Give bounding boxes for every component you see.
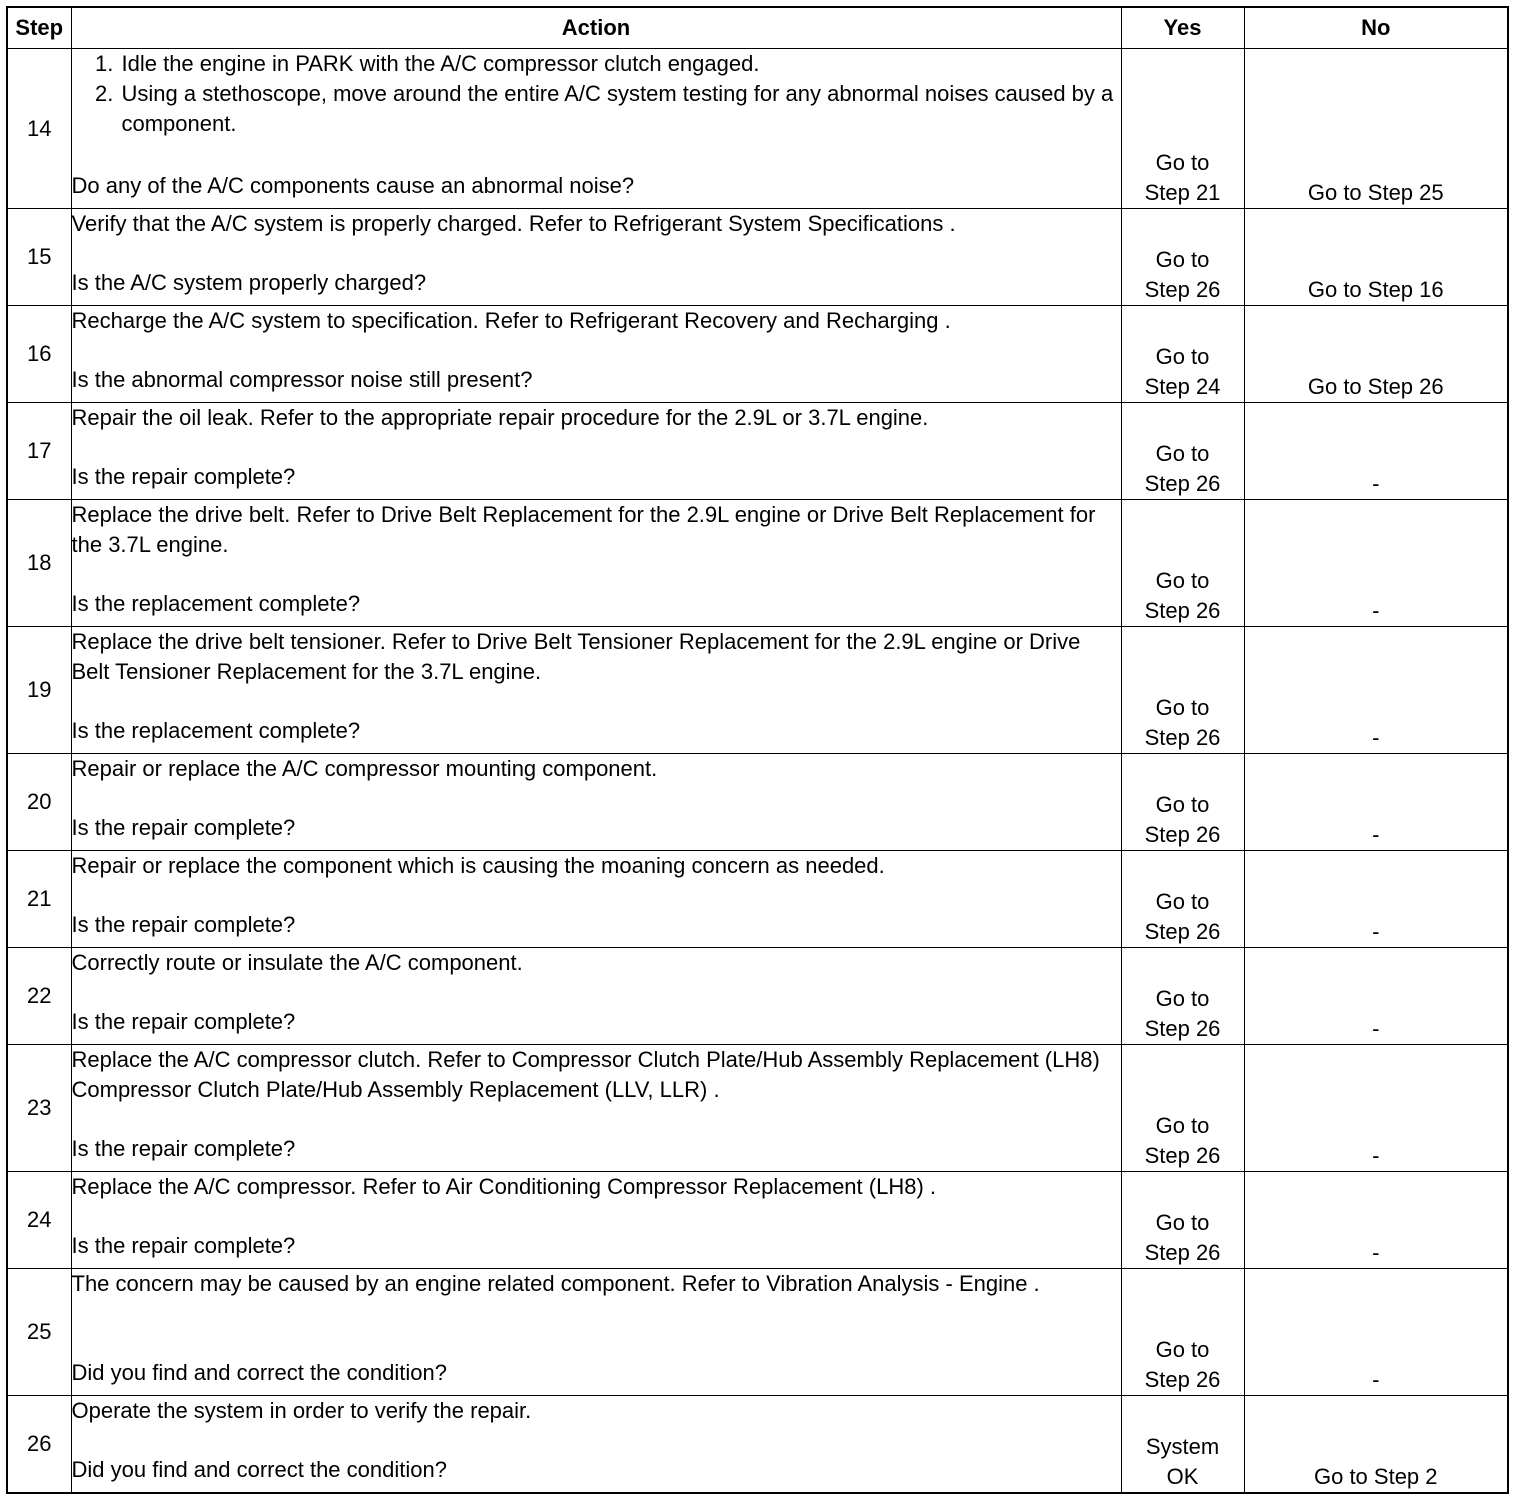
- step-number: 18: [7, 500, 71, 627]
- instruction: The concern may be caused by an engine related component. Refer to Vibration Analysis - Engine .: [71, 1271, 1040, 1296]
- no-cell: -: [1244, 627, 1508, 754]
- header-no: No: [1244, 7, 1508, 49]
- instruction: Replace the drive belt. Refer to Drive Belt Replacement for the 2.9L engine or Drive Belt Replacement for the 3.7L engine.: [71, 502, 1096, 557]
- action-cell: [71, 1396, 1121, 1493]
- step-number: 16: [7, 306, 71, 403]
- instruction: Repair the oil leak. Refer to the appropriate repair procedure for the 2.9L or 3.7L engine.: [71, 405, 929, 430]
- action-cell: [71, 1045, 1121, 1172]
- table-row: [7, 306, 1508, 403]
- header-yes: Yes: [1121, 7, 1244, 49]
- action-cell: [71, 500, 1121, 627]
- yes-cell: Go to Step 26: [1121, 948, 1244, 1045]
- no-cell: Go to Step 2: [1244, 1396, 1508, 1493]
- yes-cell: Go to Step 26: [1121, 754, 1244, 851]
- action-cell: [71, 627, 1121, 754]
- table-row: [7, 1396, 1508, 1493]
- table-row: [7, 1269, 1508, 1396]
- step-number: 20: [7, 754, 71, 851]
- action-cell: [71, 1172, 1121, 1269]
- question: Is the abnormal compressor noise still present?: [71, 367, 533, 392]
- question: Is the replacement complete?: [71, 591, 361, 616]
- instruction: Replace the drive belt tensioner. Refer to Drive Belt Tensioner Replacement for the 2.9L engine or Drive Belt Tensioner Replacement for the 3.7L engine.: [71, 629, 1081, 684]
- instruction: Repair or replace the A/C compressor mounting component.: [71, 756, 658, 781]
- question: Did you find and correct the condition?: [71, 1360, 447, 1385]
- instruction: Replace the A/C compressor. Refer to Air Conditioning Compressor Replacement (LH8) .: [71, 1174, 936, 1199]
- yes-cell: Go to Step 21: [1121, 49, 1244, 209]
- table-row: [7, 1172, 1508, 1269]
- action-cell: [71, 1269, 1121, 1396]
- table-row: [7, 754, 1508, 851]
- step-number: 19: [7, 627, 71, 754]
- yes-cell: Go to Step 26: [1121, 851, 1244, 948]
- action-cell: [71, 851, 1121, 948]
- table-row: [7, 948, 1508, 1045]
- yes-cell: System OK: [1121, 1396, 1244, 1493]
- yes-cell: Go to Step 24: [1121, 306, 1244, 403]
- no-cell: -: [1244, 1045, 1508, 1172]
- no-cell: Go to Step 16: [1244, 209, 1508, 306]
- step-number: 24: [7, 1172, 71, 1269]
- question: Is the repair complete?: [71, 464, 296, 489]
- step-number: 23: [7, 1045, 71, 1172]
- header-step: Step: [7, 7, 71, 49]
- step-number: 17: [7, 403, 71, 500]
- step-number: 22: [7, 948, 71, 1045]
- action-cell: [71, 306, 1121, 403]
- instruction: Operate the system in order to verify the repair.: [71, 1398, 532, 1423]
- yes-cell: Go to Step 26: [1121, 627, 1244, 754]
- yes-cell: Go to Step 26: [1121, 403, 1244, 500]
- yes-cell: Go to Step 26: [1121, 1269, 1244, 1396]
- question: Is the repair complete?: [71, 1233, 296, 1258]
- action-cell: [71, 754, 1121, 851]
- step-number: 25: [7, 1269, 71, 1396]
- list-item: 2. Using a stethoscope, move around the entire A/C system testing for any abnormal noises caused by a component.: [120, 79, 1121, 139]
- instruction: Recharge the A/C system to specification. Refer to Refrigerant Recovery and Recharging .: [71, 308, 951, 333]
- instruction: Correctly route or insulate the A/C component.: [71, 950, 523, 975]
- instruction: Verify that the A/C system is properly charged. Refer to Refrigerant System Specifications .: [71, 211, 956, 236]
- instruction-list: [72, 49, 1121, 139]
- table-row: [7, 627, 1508, 754]
- question: Is the repair complete?: [71, 1136, 296, 1161]
- no-cell: -: [1244, 403, 1508, 500]
- question: Is the replacement complete?: [71, 718, 361, 743]
- step-number: 15: [7, 209, 71, 306]
- yes-cell: Go to Step 26: [1121, 1172, 1244, 1269]
- question: Is the A/C system properly charged?: [71, 270, 427, 295]
- action-cell: [71, 403, 1121, 500]
- action-cell: [71, 209, 1121, 306]
- question: Is the repair complete?: [71, 815, 296, 840]
- instruction: Repair or replace the component which is causing the moaning concern as needed.: [71, 853, 885, 878]
- step-number: 14: [7, 49, 71, 209]
- question: Is the repair complete?: [71, 1009, 296, 1034]
- yes-cell: Go to Step 26: [1121, 209, 1244, 306]
- list-item: 1. Idle the engine in PARK with the A/C compressor clutch engaged.: [120, 49, 1121, 79]
- table-row: [7, 49, 1508, 209]
- yes-cell: Go to Step 26: [1121, 1045, 1244, 1172]
- header-row: [7, 7, 1508, 49]
- no-cell: Go to Step 25: [1244, 49, 1508, 209]
- diagnostic-table: [6, 6, 1509, 1494]
- no-cell: -: [1244, 1269, 1508, 1396]
- header-action: Action: [71, 7, 1121, 49]
- question: Did you find and correct the condition?: [71, 1457, 447, 1482]
- action-cell: [71, 948, 1121, 1045]
- action-cell: [71, 49, 1121, 209]
- no-cell: -: [1244, 500, 1508, 627]
- no-cell: -: [1244, 851, 1508, 948]
- instruction: Replace the A/C compressor clutch. Refer to Compressor Clutch Plate/Hub Assembly Replacement (LH8) Compressor Clutch Plate/Hub Assembly Replacement (LLV, LLR) .: [71, 1047, 1100, 1102]
- table-row: [7, 403, 1508, 500]
- no-cell: -: [1244, 754, 1508, 851]
- step-number: 26: [7, 1396, 71, 1493]
- no-cell: -: [1244, 948, 1508, 1045]
- table-row: [7, 851, 1508, 948]
- no-cell: -: [1244, 1172, 1508, 1269]
- step-number: 21: [7, 851, 71, 948]
- question: Do any of the A/C components cause an abnormal noise?: [71, 173, 635, 198]
- question: Is the repair complete?: [71, 912, 296, 937]
- table-row: [7, 1045, 1508, 1172]
- no-cell: Go to Step 26: [1244, 306, 1508, 403]
- yes-cell: Go to Step 26: [1121, 500, 1244, 627]
- table-row: [7, 500, 1508, 627]
- table-row: [7, 209, 1508, 306]
